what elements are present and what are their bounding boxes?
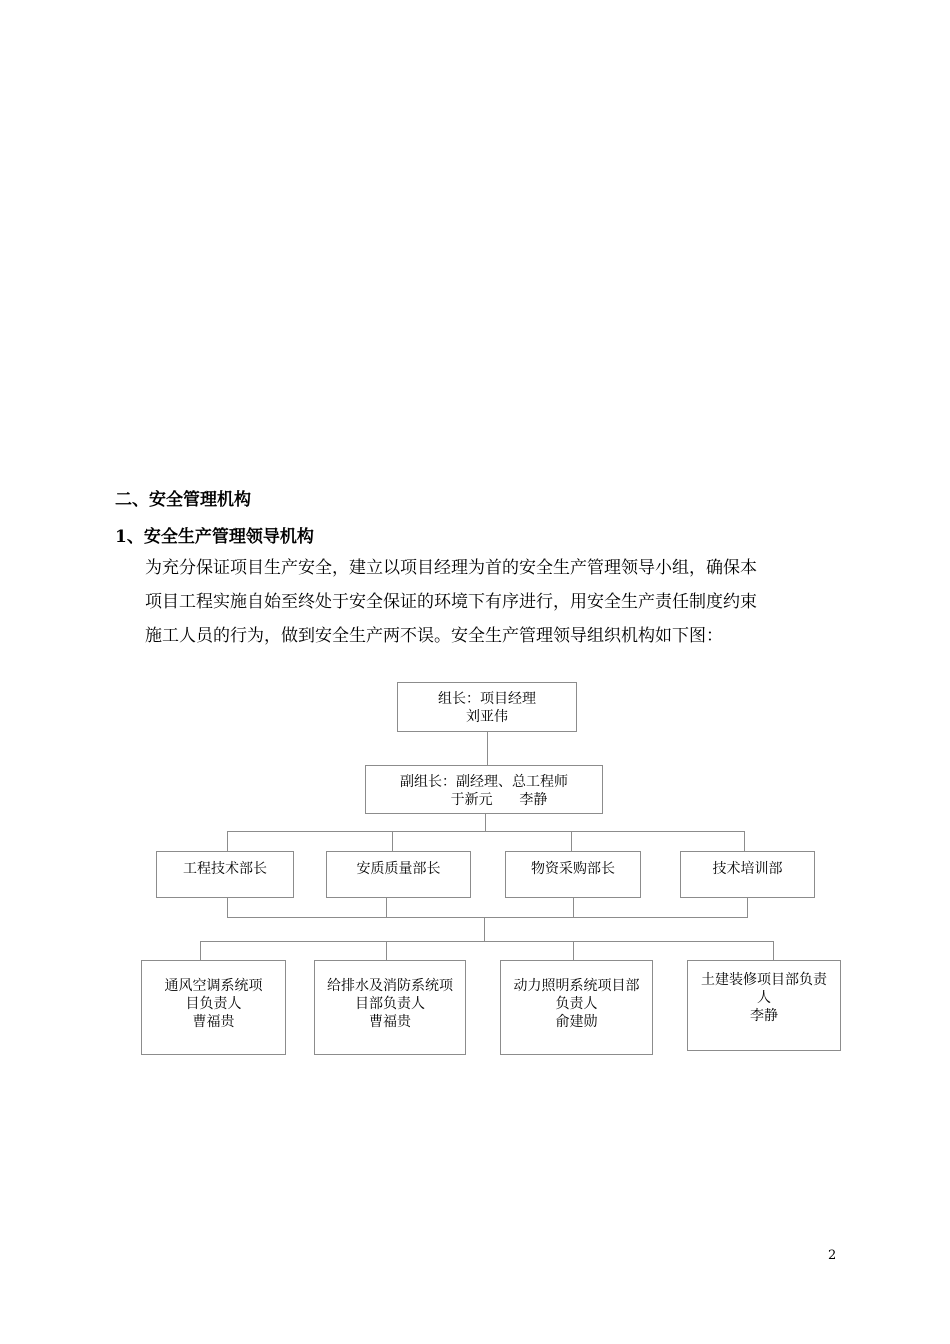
org-box-department [156,851,294,898]
project-label-line: 给排水及消防系统项 [327,978,453,994]
project-label-line: 目部负责人 [355,996,425,1012]
connector-dept-1-bottom [227,898,228,917]
org-box-project [500,960,653,1055]
connector-project-3 [573,941,574,960]
connector-dept-3-bottom [573,898,574,917]
subsection-title: 1、安全生产管理领导机构 [115,527,314,547]
project-person: 李静 [750,1008,778,1024]
org-box-department [505,851,641,898]
leader-title: 组长：项目经理 [438,691,536,707]
project-person: 曹福贵 [192,1014,235,1030]
org-box-department [326,851,471,898]
project-person: 曹福贵 [369,1014,411,1030]
department-label: 技术培训部 [712,861,783,877]
project-label-line: 目负责人 [185,996,242,1012]
connector-project-4 [773,941,774,960]
org-box-project [687,960,841,1051]
org-box-project [141,960,286,1055]
project-label-line: 人 [757,990,771,1006]
deputy-title: 副组长：副经理、总工程师 [400,774,568,790]
connector-dept-bus-bottom [227,917,748,918]
connector-dept-4-top [744,831,745,851]
connector-dept-2-top [392,831,393,851]
org-box-deputy [365,765,603,814]
project-person: 俞建勋 [555,1014,598,1030]
body-paragraph [145,551,757,653]
connector-dept-3-top [571,831,572,851]
page-number: 2 [828,1248,837,1263]
connector-project-1 [200,941,201,960]
connector-dept-1-top [227,831,228,851]
project-label-line: 负责人 [555,996,598,1012]
connector-project-bus [200,941,774,942]
connector-dept-2-bottom [386,898,387,917]
connector-dept-4-bottom [747,898,748,917]
paragraph-line-1: 为充分保证项目生产安全，建立以项目经理为首的安全生产管理领导小组，确保本 [145,558,757,578]
paragraph-line-2: 项目工程实施自始至终处于安全保证的环境下有序进行，用安全生产责任制度约束 [145,592,757,612]
connector-dept-bus-top [227,831,745,832]
section-title: 二、安全管理机构 [115,490,251,510]
project-label-line: 动力照明系统项目部 [513,978,640,994]
department-label: 工程技术部长 [183,861,267,877]
project-label-line: 土建装修项目部负责 [701,972,827,988]
connector-mid [484,917,485,941]
org-box-project [314,960,466,1055]
paragraph-line-3: 施工人员的行为，做到安全生产两不误。安全生产管理领导组织机构如下图： [145,626,723,646]
org-box-department [680,851,815,898]
org-box-leader [397,682,577,732]
department-label: 安质质量部长 [356,861,441,877]
connector-project-2 [386,941,387,960]
department-label: 物资采购部长 [531,861,615,877]
connector-leader-deputy [487,732,488,765]
deputy-names: 于新元 李静 [450,792,548,808]
project-label-line: 通风空调系统项 [164,978,263,994]
leader-name: 刘亚伟 [466,709,508,725]
connector-deputy-down [485,814,486,831]
